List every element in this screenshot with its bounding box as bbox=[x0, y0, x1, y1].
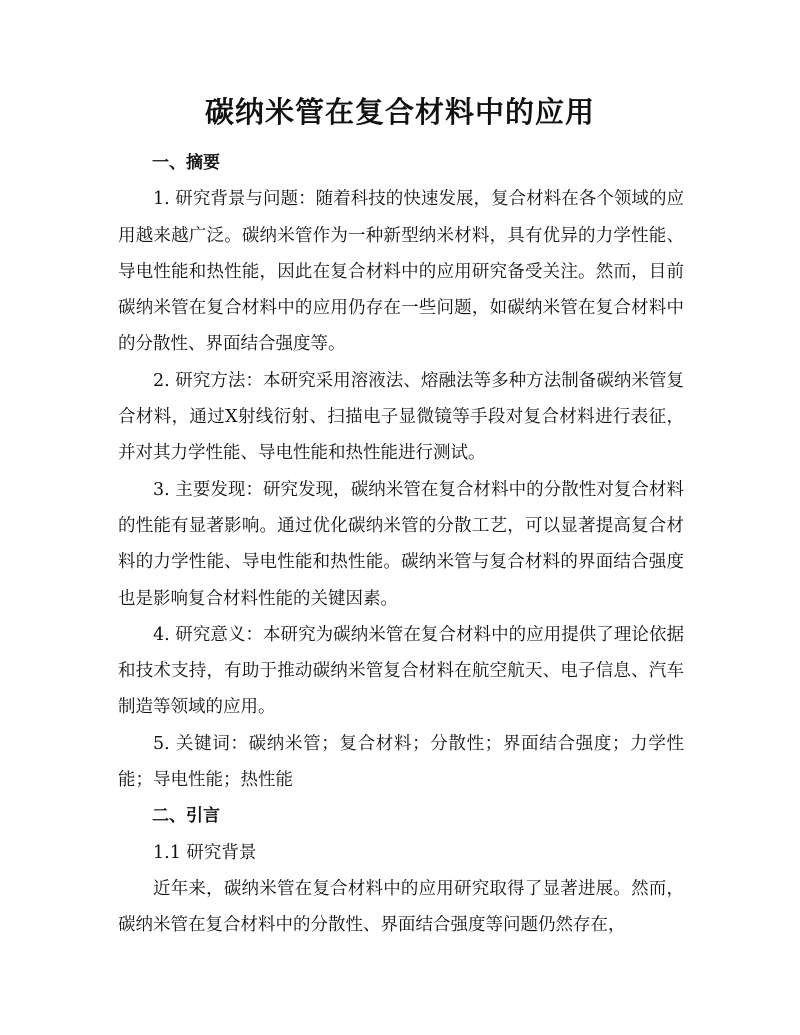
abstract-heading: 一、摘要 bbox=[152, 153, 220, 173]
abstract-item-methods: 2. 研究方法：本研究采用溶液法、熔融法等多种方法制备碳纳米管复合材料，通过X射线衍射、扫描电子显微镜等手段对复合材料进行表征，并对其力学性能、导电性能和热性能进行测试。 bbox=[118, 370, 684, 464]
abstract-item-findings: 3. 主要发现：研究发现，碳纳米管在复合材料中的分散性对复合材料的性能有显著影响。通过优化碳纳米管的分散工艺，可以显著提高复合材料的力学性能、导电性能和热性能。碳纳米管与复合材料的界面结合强度也是影响复合材料性能的关键因素。 bbox=[118, 479, 684, 609]
introduction-heading: 二、引言 bbox=[152, 806, 220, 827]
document-title: 碳纳米管在复合材料中的应用 bbox=[204, 95, 595, 129]
abstract-item-keywords: 5. 关键词：碳纳米管；复合材料；分散性；界面结合强度；力学性能；导电性能；热性能 bbox=[118, 733, 684, 791]
abstract-item-background: 1. 研究背景与问题：随着科技的快速发展，复合材料在各个领域的应用越来越广泛。碳纳米管作为一种新型纳米材料，具有优异的力学性能、导电性能和热性能，因此在复合材料中的应用研究备受关注。然而，目前碳纳米管在复合材料中的应用仍存在一些问题，如碳纳米管在复合材料中的分散性、界面结合强度等。 bbox=[118, 189, 684, 355]
document-body bbox=[118, 145, 684, 944]
subsection-heading: 1.1 研究背景 bbox=[153, 842, 257, 863]
introduction-paragraph: 近年来，碳纳米管在复合材料中的应用研究取得了显著进展。然而，碳纳米管在复合材料中的分散性、界面结合强度等问题仍然存在， bbox=[118, 878, 684, 936]
abstract-item-significance: 4. 研究意义：本研究为碳纳米管在复合材料中的应用提供了理论依据和技术支持，有助于推动碳纳米管复合材料在航空航天、电子信息、汽车制造等领域的应用。 bbox=[118, 624, 684, 718]
